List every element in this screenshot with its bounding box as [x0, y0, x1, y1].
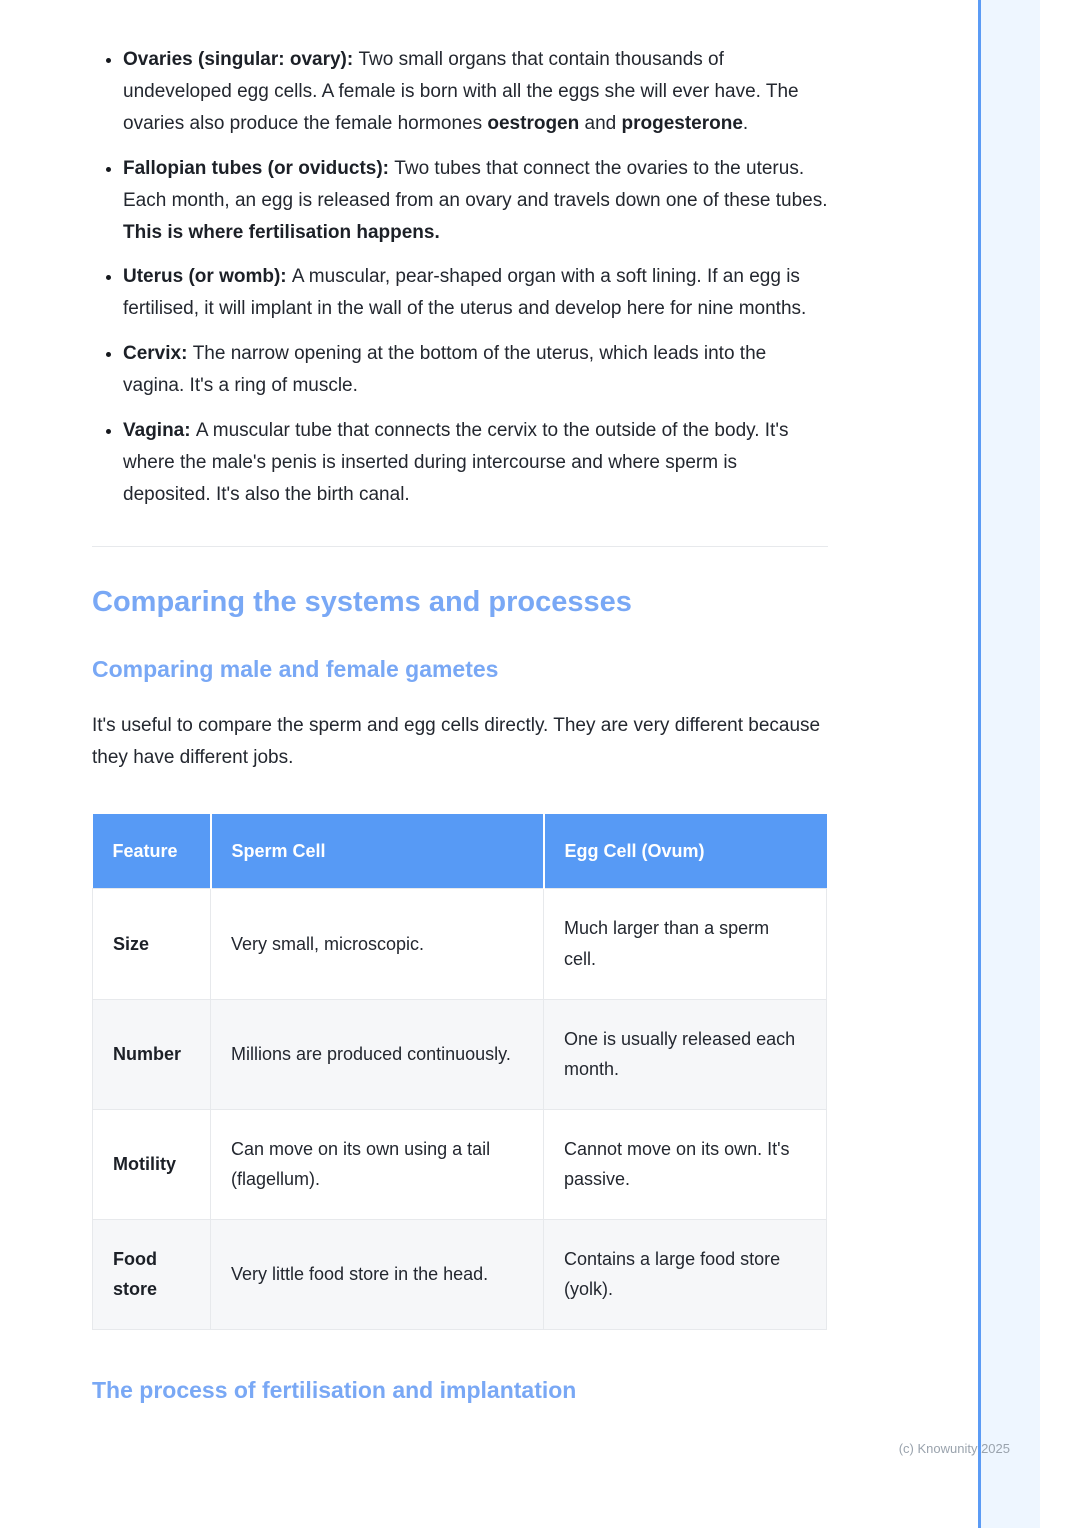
- section-divider: [92, 546, 828, 547]
- list-item-text: Ovaries (singular: ovary): Two small organs that contain thousands of undeveloped egg cells. A female is born with all the eggs she will ever have. The ovaries also produce the female hormones oestrogen and progesterone.: [123, 49, 799, 134]
- page-side-rail: [978, 0, 1040, 1528]
- table-cell-egg: One is usually released each month.: [544, 999, 827, 1109]
- section-heading: Comparing the systems and processes: [92, 585, 632, 618]
- table-cell-feature: Size: [93, 889, 211, 999]
- table-cell-egg: Cannot move on its own. It's passive.: [544, 1109, 827, 1219]
- table-header-feature: Feature: [93, 814, 211, 889]
- table-header-sperm-cell: Sperm Cell: [211, 814, 544, 889]
- table-cell-sperm: Very small, microscopic.: [211, 889, 544, 999]
- table-cell-feature: Food store: [93, 1219, 211, 1329]
- copyright-footer: (c) Knowunity 2025: [898, 1441, 1010, 1456]
- list-item-text: Vagina: A muscular tube that connects the cervix to the outside of the body. It's where the male's penis is inserted during intercourse and where sperm is deposited. It's also the birth canal.: [123, 420, 789, 505]
- subsection-heading: Comparing male and female gametes: [92, 656, 499, 683]
- list-item-text: Uterus (or womb): A muscular, pear-shaped organ with a soft lining. If an egg is fertilised, it will implant in the wall of the uterus and develop here for nine months.: [123, 266, 807, 320]
- table-cell-egg: Contains a large food store (yolk).: [544, 1219, 827, 1329]
- table-row-number: [93, 999, 827, 1109]
- table-cell-sperm: Millions are produced continuously.: [211, 999, 544, 1109]
- table-row-food-store: [93, 1219, 827, 1329]
- female-reproductive-organs-list: [92, 44, 828, 511]
- table-cell-egg: Much larger than a sperm cell.: [544, 889, 827, 999]
- list-item-ovaries: [123, 44, 828, 140]
- table-cell-feature: Number: [93, 999, 211, 1109]
- list-item-text: Cervix: The narrow opening at the bottom of the uterus, which leads into the vagina. It's a ring of muscle.: [123, 343, 767, 397]
- table-row-size: [93, 889, 827, 999]
- table-cell-sperm: Can move on its own using a tail (flagellum).: [211, 1109, 544, 1219]
- list-item-vagina: [123, 415, 828, 511]
- gametes-comparison-table: [92, 814, 827, 1330]
- notes-content: [92, 44, 828, 1406]
- list-item-uterus: [123, 261, 828, 325]
- list-item-cervix: [123, 338, 828, 402]
- table-cell-feature: Motility: [93, 1109, 211, 1219]
- table-row-motility: [93, 1109, 827, 1219]
- table-header-row: [93, 814, 827, 889]
- list-item-text: Fallopian tubes (or oviducts): Two tubes that connect the ovaries to the uterus. Each month, an egg is released from an ovary and travels down one of these tubes. This is where fertilisation happens.: [123, 157, 828, 243]
- list-item-fallopian-tubes: [123, 153, 828, 249]
- table-header-egg-cell: Egg Cell (Ovum): [544, 814, 827, 889]
- table-cell-sperm: Very little food store in the head.: [211, 1219, 544, 1329]
- next-section-heading: The process of fertilisation and implantation: [92, 1377, 577, 1404]
- intro-paragraph: It's useful to compare the sperm and egg cells directly. They are very different because they have different jobs.: [92, 714, 821, 768]
